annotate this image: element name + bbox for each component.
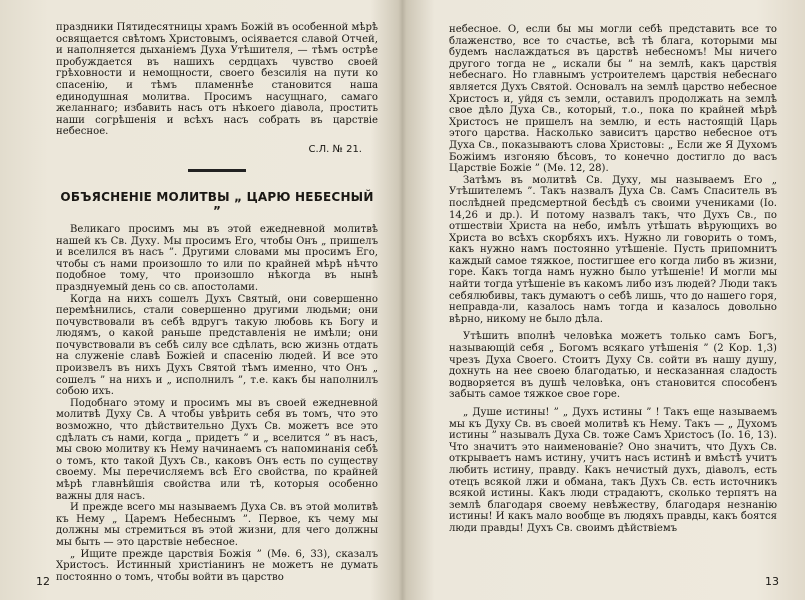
section-divider bbox=[188, 169, 246, 172]
signature: С.Л. № 21. bbox=[308, 143, 362, 155]
left-paragraph-5: „ Ищите прежде царствія Божія ” (Мѳ. 6, 33), сказалъ Христосъ. Истинный христіанинъ не можетъ не думать постоянно о томъ, чтобы войти въ царство bbox=[56, 548, 378, 583]
section-heading: ОБЪЯСНЕНІЕ МОЛИТВЫ „ ЦАРЮ НЕБЕСНЫЙ ” bbox=[60, 189, 374, 218]
page-number-right: 13 bbox=[765, 575, 779, 588]
right-paragraph-2: Затѣмъ въ молитвѣ Св. Духу, мы называемъ Его „ Утѣшителемъ ”. Такъ назвалъ Духа Св. Самъ Спаситель въ послѣдней предсмертной бесѣдѣ съ своими учениками (Іо. 14,26 и др.). И потому назвалъ такъ, что Духъ Св., по отшествіи Христа на небо, имѣлъ утѣшать вѣрующихъ во Христа во всѣхъ скорбяхъ ихъ. Нужно ли говорить о томъ, какъ нужно намъ постоянно утѣшеніе. Пусть припомнитъ каждый самое тяжкое, постигшее его когда либо въ жизни, горе. Какъ тогда намъ нужно было утѣшеніе! И могли мы найти тогда утѣшеніе въ какомъ либо изъ людей? Люди такъ себялюбивы, такъ думаютъ о себѣ лишь, что до нашего горя, неправда-ли, казалось намъ тогда и казалось довольно вѣрно, никому не было дѣла. bbox=[449, 174, 777, 325]
right-page bbox=[405, 0, 805, 600]
left-paragraph-3: Подобнаго этому и просимъ мы въ своей ежедневной молитвѣ Духу Св. А чтобы увѣрить себя въ томъ, что это возможно, что дѣйствительно Духъ Св. можетъ все это сдѣлать съ нами, когда „ придетъ ” и „ вселится ” въ насъ, мы свою молитву къ Нему начинаемъ съ напоминанія себѣ о томъ, кто такой Духъ Св., каковъ Онъ есть по существу своему. Мы перечисляемъ всѣ Его свойства, по крайней мѣрѣ главнѣйшія свойства или тѣ, которыя особенно важны для насъ. bbox=[56, 397, 378, 502]
left-paragraph-4: И прежде всего мы называемъ Духа Св. въ этой молитвѣ къ Нему „ Царемъ Небеснымъ ”. Первое, къ чему мы должны мы стремиться въ этой жизни, для чего должны мы быть — это царствіе небесное. bbox=[56, 502, 378, 548]
page-number-left: 12 bbox=[36, 575, 50, 588]
left-intro-paragraph: праздники Пятидесятницы храмъ Божій въ особенной мѣрѣ освящается свѣтомъ Христовымъ, осіявается славой Отчей, и наполняется дыханіемъ Духа Утѣшителя, — тѣмъ острѣе пробуждается въ нашихъ сердцахъ чувство своей грѣховности и немощности, своего безсилія на пути ко спасенію, и тѣмъ пламеннѣе становится наша единодушная молитва. Просимъ насущнаго, самаго желаннаго; избавить насъ отъ нѣкоего діавола, простить наши согрѣшенія и всѣхъ насъ собрать въ царствіе небесное. bbox=[56, 22, 378, 138]
right-paragraph-4: „ Душе истины! ” „ Духъ истины ” ! Такъ еще называемъ мы къ Духу Св. въ своей молитвѣ къ Нему. Такъ — „ Духомъ истины ” называлъ Духа Св. тоже Самъ Христосъ (Іо. 16, 13). Что значитъ это наименованіе? Оно значитъ, что Духъ Св. открываетъ намъ истину, учитъ насъ истинѣ и вмѣстѣ учитъ любить истину, правду. Какъ нечистый духъ, діаволъ, есть отецъ всякой лжи и обмана, такъ Духъ Св. есть источникъ всякой истины. Какъ люди страдаютъ, сколько терпятъ на землѣ благодаря своему невѣжеству, благодаря незнанію истины! И какъ мало вообще въ людяхъ правды, какъ боятся люди правды! Духъ Св. своимъ дѣйствіемъ bbox=[449, 407, 777, 534]
left-page bbox=[0, 0, 400, 600]
right-paragraph-1: небесное. О, если бы мы могли себѣ представить все то блаженство, все то счастье, всѣ тѣ блага, которыми мы будемъ наслаждаться въ царствѣ небесномъ! Мы ничего другого тогда не „ искали бы ” на землѣ, какъ царствія небеснаго. Но главнымъ устроителемъ царствія небеснаго является Духъ Святой. Основалъ на землѣ царство небесное Христосъ и, уйдя съ земли, оставилъ продолжать на землѣ свое дѣло Духа Св., который, т.о., пока по крайней мѣрѣ Христосъ не пришелъ на землю, и есть настоящій Царь этого царства. Насколько зависитъ царство небесное отъ Духа Св., показываютъ слова Христовы: „ Если же Я Духомъ Божіимъ изгоняю бѣсовъ, то конечно достигло до васъ Царствіе Божіе ” (Мѳ. 12, 28). bbox=[449, 24, 777, 175]
left-paragraph-1: Великаго просимъ мы въ этой ежедневной молитвѣ нашей къ Св. Духу. Мы просимъ Его, чтобы Онъ „ пришелъ и вселился въ насъ ”. Другими словами мы просимъ Его, чтобы съ нами произошло то или по крайней мѣрѣ нѣчто подобное тому, что произошло нѣкогда въ нынѣ празднуемый день со св. апостолами. bbox=[56, 223, 378, 293]
right-paragraph-3: Утѣшить вполнѣ человѣка можетъ только самъ Богъ, называющій себя „ Богомъ всякаго утѣшенія ” (2 Кор. 1,3) чрезъ Духа Своего. Стоитъ Духу Св. сойти въ нашу душу, дохнуть на нее своею благодатью, и несказанная сладость водворяется въ душѣ человѣка, онъ становится способенъ забыть самое тяжкое свое горе. bbox=[449, 331, 777, 401]
left-paragraph-2: Когда на нихъ сошелъ Духъ Святый, они совершенно перемѣнились, стали совершенно другими людьми; они почувствовали въ себѣ вдругъ такую любовь къ Богу и людямъ, о какой раньше представленія не имѣли; они почувствовали въ себѣ силу все сдѣлать, всю жизнь отдать на служеніе славѣ Божіей и спасенію людей. И все это произвелъ въ нихъ Духъ Святой тѣмъ именно, что Онъ „ сошелъ ” на нихъ и „ исполнилъ ”, т.е. какъ бы наполнилъ собою ихъ. bbox=[56, 293, 378, 398]
